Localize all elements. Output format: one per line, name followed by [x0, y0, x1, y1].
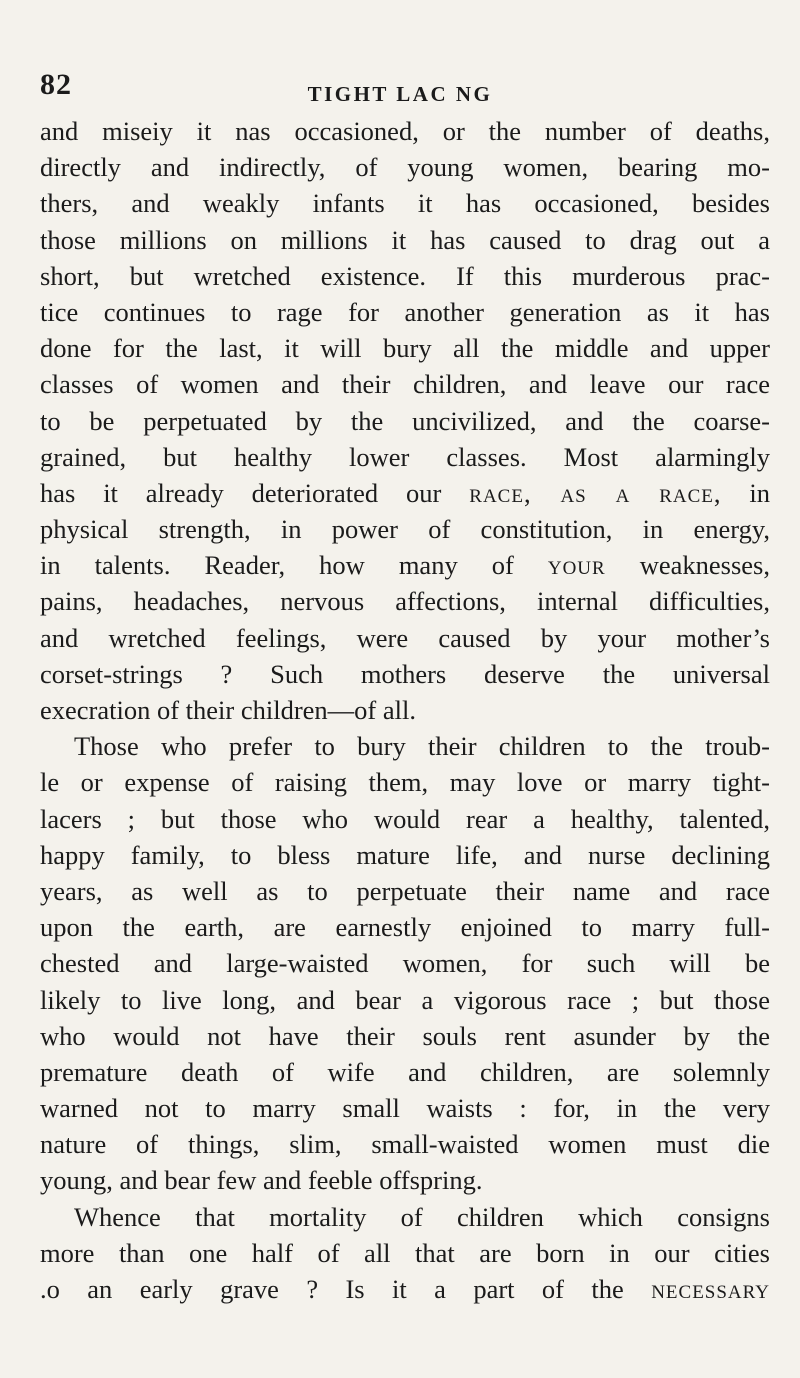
text-line	[40, 1018, 770, 1054]
text-line	[40, 1162, 770, 1198]
text-line	[40, 1271, 770, 1307]
text-segment: done for the last, it will bury all the middle and upper	[40, 333, 770, 364]
small-caps-text: necessary	[651, 1274, 770, 1304]
text-line	[40, 909, 770, 945]
text-segment: those millions on millions it has caused to drag out a	[40, 224, 770, 255]
text-segment: in	[721, 477, 770, 508]
text-segment: more than one half of all that are born in our cities	[40, 1237, 770, 1268]
text-segment: chested and large-waisted women, for such will be	[40, 948, 770, 979]
text-segment: premature death of wife and children, are solemnly	[40, 1056, 770, 1087]
text-line	[40, 439, 770, 475]
text-line	[40, 149, 770, 185]
running-head: TIGHT LAC NG	[307, 82, 493, 106]
text-segment: nature of things, slim, small-waisted women must die	[40, 1129, 770, 1160]
text-line	[40, 222, 770, 258]
text-segment: upon the earth, are earnestly enjoined to marry full-	[40, 912, 770, 943]
text-segment: who would not have their souls rent asunder by the	[40, 1020, 770, 1051]
text-segment: and miseiy it nas occasioned, or the number of deaths,	[40, 116, 770, 146]
text-line	[40, 258, 770, 294]
text-segment: Whence that mortality of children which consigns	[74, 1201, 770, 1232]
text-segment: thers, and weakly infants it has occasioned, besides	[40, 188, 770, 219]
text-segment: directly and indirectly, of young women, bearing mo-	[40, 152, 770, 183]
text-segment: classes of women and their children, and leave our race	[40, 369, 770, 400]
text-line	[40, 873, 770, 909]
body-text	[40, 113, 770, 1307]
page-header	[40, 68, 760, 108]
text-segment: tice continues to rage for another generation as it has	[40, 296, 770, 327]
text-segment: young, and bear few and feeble offspring.	[40, 1165, 483, 1196]
text-segment: short, but wretched existence. If this murderous prac-	[40, 260, 770, 291]
text-line	[40, 330, 770, 366]
text-line	[40, 801, 770, 837]
text-line	[40, 982, 770, 1018]
text-segment: to be perpetuated by the uncivilized, and the coarse-	[40, 405, 770, 436]
text-segment: years, as well as to perpetuate their name and race	[40, 875, 770, 906]
text-segment: likely to live long, and bear a vigorous race ; but those	[40, 984, 770, 1015]
text-line	[40, 403, 770, 439]
small-caps-text: race, as a race,	[469, 477, 722, 508]
text-line	[40, 764, 770, 800]
text-line	[40, 1126, 770, 1162]
text-segment: corset-strings ? Such mothers deserve the universal	[40, 658, 770, 689]
text-line	[40, 728, 770, 764]
text-segment: warned not to marry small waists : for, in the very	[40, 1093, 770, 1124]
page-number: 82	[40, 68, 72, 101]
text-segment: le or expense of raising them, may love or marry tight-	[40, 767, 770, 798]
text-line	[40, 656, 770, 692]
text-segment: Those who prefer to bury their children to the troub-	[74, 731, 770, 762]
text-segment: pains, headaches, nervous affections, internal difficulties,	[40, 586, 770, 617]
text-line	[40, 547, 770, 583]
text-line	[40, 837, 770, 873]
text-segment: weaknesses,	[605, 550, 770, 581]
text-line	[40, 511, 770, 547]
text-segment: .o an early grave ? Is it a part of the	[40, 1274, 652, 1304]
text-line	[40, 945, 770, 981]
text-line	[40, 366, 770, 402]
text-line	[40, 113, 770, 149]
text-segment: lacers ; but those who would rear a healthy, talented,	[40, 803, 770, 834]
text-line	[40, 692, 770, 728]
text-segment: has it already deteriorated our	[40, 477, 470, 508]
small-caps-text: your	[547, 550, 606, 581]
text-line	[40, 185, 770, 221]
text-line	[40, 1199, 770, 1235]
text-segment: execration of their children—of all.	[40, 695, 416, 725]
text-segment: and wretched feelings, were caused by your mother’s	[40, 622, 770, 653]
text-segment: grained, but healthy lower classes. Most alarmingly	[40, 441, 770, 472]
text-line	[40, 475, 770, 511]
text-line	[40, 1054, 770, 1090]
text-line	[40, 1235, 770, 1271]
text-line	[40, 1090, 770, 1126]
text-segment: in talents. Reader, how many of	[40, 550, 548, 581]
text-segment: happy family, to bless mature life, and nurse declining	[40, 839, 770, 870]
text-line	[40, 583, 770, 619]
text-line	[40, 620, 770, 656]
text-segment: physical strength, in power of constitution, in energy,	[40, 514, 770, 545]
text-line	[40, 294, 770, 330]
